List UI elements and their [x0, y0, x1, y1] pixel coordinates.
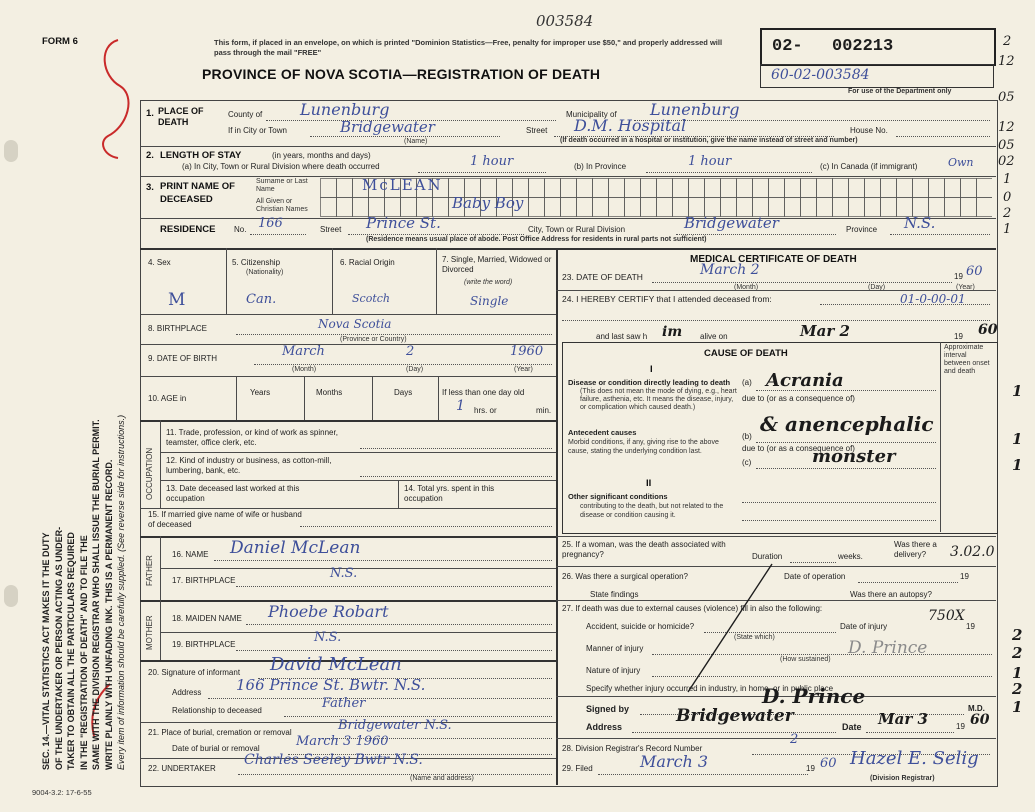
q27-label: 27. If death was due to external causes (violence) fill in also the following:	[562, 604, 823, 613]
name-letter-box	[545, 198, 561, 217]
name-letter-box	[657, 179, 673, 198]
name-letter-box	[977, 198, 993, 217]
name-letter-box	[881, 198, 897, 217]
cause-b-marker: (b)	[742, 432, 752, 441]
residence-city-label: City, Town or Rural Division	[528, 225, 626, 234]
delivery-label: Was there a delivery?	[894, 540, 937, 559]
name-letter-box	[785, 179, 801, 198]
place-num: 1.	[146, 108, 154, 119]
form-number: FORM 6	[42, 36, 78, 47]
age-min-label: min.	[536, 406, 552, 415]
injury-code: 750X	[928, 608, 965, 624]
mother-name-label: 18. MAIDEN NAME	[172, 614, 242, 623]
interval-code-2: 1	[1012, 430, 1023, 448]
municipality-label: Municipality of	[566, 110, 617, 119]
name-letter-box	[625, 179, 641, 198]
injury-year-prefix: 19	[966, 622, 975, 631]
registrar-sub: (Division Registrar)	[870, 775, 935, 782]
margin-code-1: 2	[1003, 34, 1012, 49]
citizenship-value: Can.	[246, 292, 277, 307]
name-letter-box	[721, 179, 737, 198]
undertaker-sub: (Name and address)	[410, 775, 474, 782]
age-hrs-label: hrs. or	[474, 406, 497, 415]
filed-value: March 3	[640, 752, 709, 771]
informant-addr-value: 166 Prince St. Bwtr. N.S.	[236, 676, 426, 694]
age-hours-value: 1	[456, 398, 465, 414]
q29-label: 29. Filed	[562, 764, 593, 773]
name-letter-box	[577, 179, 593, 198]
undertaker-label: 22. UNDERTAKER	[148, 764, 216, 773]
dod-month-sub: (Month)	[734, 284, 759, 291]
signed-label: Signed by	[586, 704, 630, 714]
stay-c-label: (c) In Canada (if immigrant)	[820, 162, 918, 171]
name-letter-box	[833, 198, 849, 217]
other-label: Other significant conditions	[568, 492, 668, 501]
antecedent-note: Morbid conditions, if any, giving rise to the above cause, stating the underlying condition last.	[568, 439, 719, 455]
cause-a-marker: (a)	[742, 378, 752, 387]
department-number-box	[760, 64, 994, 88]
cause-c-marker: (c)	[742, 458, 752, 467]
citizenship-label: 5. Citizenship	[232, 258, 281, 267]
city-value: Bridgewater	[340, 118, 435, 136]
dob-month-value: March	[282, 344, 325, 359]
surname-value: McLEAN	[362, 176, 443, 194]
informant-rel-value: Father	[322, 696, 366, 711]
margin-code-7: 1	[1003, 172, 1012, 187]
cause-b-due: due to (or as a consequence of)	[742, 444, 855, 453]
name-num: 3.	[146, 182, 154, 193]
findings-label: State findings	[590, 590, 639, 599]
racial-value: Scotch	[352, 292, 390, 305]
specify-label: Specify whether injury occurred in industry, in home, or in public place	[586, 684, 834, 693]
q26-label: 26. Was there a surgical operation?	[562, 572, 688, 581]
residence-province-label: Province	[846, 225, 878, 234]
doctor-year-prefix: 19	[956, 722, 965, 731]
dob-day-value: 2	[406, 344, 415, 359]
filed-year-value: 60	[820, 756, 837, 771]
name-letter-box	[865, 179, 881, 198]
stay-a-label: (a) In City, Town or Rural Division where death occurred	[182, 162, 380, 171]
stay-a-value: 1 hour	[470, 154, 514, 169]
side-line-3: TAKER TO OBTAIN ALL THE PARTICULARS REQUIRED	[66, 532, 76, 770]
name-letter-box	[561, 198, 577, 217]
name-letter-box	[609, 198, 625, 217]
q11-label: 11. Trade, profession, or kind of work as spinner, teamster, office clerk, etc.	[166, 428, 338, 447]
q23-label: 23. DATE OF DEATH	[562, 272, 643, 282]
punch-hole-top	[4, 140, 18, 162]
burial-date-label: Date of burial or removal	[172, 744, 260, 753]
dob-year-value: 1960	[510, 344, 544, 359]
place-label: PLACE OF DEATH	[158, 106, 204, 127]
name-letter-box	[945, 198, 961, 217]
county-value: Lunenburg	[300, 100, 390, 119]
interval-label: Approximate interval between onset and death	[944, 344, 990, 375]
side-line-5: SAME WITH THE DIVISION REGISTRAR WHO SHALL ISSUE THE BURIAL PERMIT.	[91, 419, 101, 770]
name-letter-box	[961, 179, 977, 198]
street-label: Street	[526, 126, 548, 135]
department-number: 60-02-003584	[771, 67, 870, 83]
q15-label: 15. If married give name of wife or husband of deceased	[148, 510, 302, 529]
name-letter-box	[801, 179, 817, 198]
name-letter-box	[833, 179, 849, 198]
name-letter-box	[753, 179, 769, 198]
registration-number: 002213	[832, 37, 894, 56]
sex-label: 4. Sex	[148, 258, 171, 267]
weeks-label: weeks.	[838, 552, 863, 561]
name-letter-box	[801, 198, 817, 217]
city-label: If in City or Town	[228, 126, 287, 135]
medical-title: MEDICAL CERTIFICATE OF DEATH	[690, 254, 857, 265]
name-letter-box	[641, 179, 657, 198]
informant-addr-label: Address	[172, 688, 202, 697]
name-label: PRINT NAME OF DECEASED	[160, 181, 235, 205]
right-code-5: 1	[1012, 698, 1023, 716]
name-letter-box	[561, 179, 577, 198]
name-letter-box	[785, 198, 801, 217]
informant-rel-label: Relationship to deceased	[172, 706, 262, 715]
marital-value: Single	[470, 294, 509, 308]
name-letter-box	[865, 198, 881, 217]
alive-value: Mar 2	[800, 322, 850, 340]
part-1: I	[650, 364, 653, 375]
father-name-value: Daniel McLean	[230, 538, 361, 558]
doctor-date-label: Date	[842, 722, 862, 732]
q25-label: 25. If a woman, was the death associated with pregnancy?	[562, 540, 726, 559]
name-letter-box	[609, 179, 625, 198]
dod-value: March 2	[700, 262, 760, 278]
name-letter-box	[945, 179, 961, 198]
burial-place-value: Bridgewater N.S.	[338, 718, 452, 733]
street-value: D.M. Hospital	[574, 116, 687, 135]
name-letter-box	[961, 198, 977, 217]
stay-b-label: (b) In Province	[574, 162, 627, 171]
op-date-label: Date of operation	[784, 572, 846, 581]
name-letter-box	[881, 179, 897, 198]
side-line-7: Every item of information should be carefully supplied. (See reverse side for instructions.)	[116, 414, 126, 770]
registrar-signature: Hazel E. Selig	[850, 748, 979, 769]
father-name-label: 16. NAME	[172, 550, 209, 559]
direct-note: (This does not mean the mode of dying, e.g., heart failure, asthenia, etc. It means the disease, injury, or complication which caused death.)	[580, 388, 737, 411]
marital-label: 7. Single, Married, Widowed or Divorced	[442, 255, 552, 274]
house-label: House No.	[850, 126, 888, 135]
nature-label: Nature of injury	[586, 666, 641, 675]
name-letter-box	[929, 179, 945, 198]
side-line-6: WRITE PLAINLY WITH UNFADING INK. THIS IS A PERMANENT RECORD.	[103, 459, 114, 770]
side-line-4: IN THE "REGISTRATION OF DEATH" AND TO FILE THE	[78, 535, 89, 770]
informant-sig-label: 20. Signature of informant	[148, 668, 241, 677]
name-letter-box	[337, 198, 353, 217]
citizenship-sub: (Nationality)	[246, 269, 284, 276]
state-which: (State which)	[734, 634, 775, 641]
dob-month-sub: (Month)	[292, 366, 317, 373]
op-year-prefix: 19	[960, 572, 969, 581]
name-letter-box	[529, 198, 545, 217]
duration-label: Duration	[752, 552, 783, 561]
margin-code-6: 02	[998, 154, 1015, 169]
residence-city-value: Bridgewater	[684, 214, 779, 232]
department-use-label: For use of the Department only	[848, 88, 952, 95]
accident-label: Accident, suicide or homicide?	[586, 622, 695, 631]
margin-code-2: 12	[998, 54, 1015, 69]
serial-number-top: 003584	[536, 12, 594, 30]
filed-year-prefix: 19	[806, 764, 815, 773]
q13-label: 13. Date deceased last worked at this occupation	[166, 484, 300, 503]
name-letter-box	[593, 198, 609, 217]
given-label: All Given or Christian Names	[256, 198, 308, 213]
father-side-label: FATHER	[145, 555, 154, 586]
name-letter-box	[625, 198, 641, 217]
red-pen-mark-top	[88, 36, 148, 166]
name-letter-box	[673, 179, 689, 198]
stay-c-value: Own	[948, 156, 974, 169]
strike-line	[680, 560, 780, 700]
dod-day-sub: (Day)	[868, 284, 886, 291]
stay-sub: (in years, months and days)	[272, 151, 371, 160]
name-letter-box	[321, 198, 337, 217]
cause-a-value: Acrania	[766, 370, 844, 391]
part-2: II	[646, 478, 652, 489]
name-letter-box	[593, 179, 609, 198]
residence-street-value: Prince St.	[366, 214, 441, 232]
mother-birthplace-value: N.S.	[314, 630, 342, 645]
county-label: County of	[228, 110, 263, 119]
print-code: 9004-3.2: 17-6-55	[32, 788, 92, 797]
interval-code-1: 1	[1012, 382, 1023, 400]
name-letter-box	[321, 179, 337, 198]
age-label: 10. AGE in	[148, 394, 187, 403]
manner-label: Manner of injury	[586, 644, 644, 653]
right-code-3: 1	[1012, 664, 1023, 682]
name-letter-box	[657, 198, 673, 217]
name-letter-box	[769, 179, 785, 198]
burial-place-label: 21. Place of burial, cremation or removal	[148, 728, 292, 737]
age-days-header: Days	[394, 388, 413, 397]
name-letter-box	[689, 179, 705, 198]
md-label: M.D.	[968, 704, 985, 713]
surname-label: Surname or Last Name	[256, 178, 308, 193]
mother-name-value: Phoebe Robart	[268, 602, 389, 621]
saw-label: and last saw h	[596, 332, 648, 341]
cause-a-due: due to (or as a consequence of)	[742, 394, 855, 403]
age-years-header: Years	[250, 388, 271, 397]
city-name-sub: (Name)	[404, 138, 428, 145]
informant-sig-value: David McLean	[270, 654, 402, 675]
q28-value: 2	[790, 732, 799, 747]
side-line-1: SEC. 14.—VITAL STATISTICS ACT MAKES IT THE DUTY	[41, 532, 51, 770]
doctor-addr-label: Address	[586, 722, 623, 732]
name-letter-box	[817, 198, 833, 217]
delivery-code: 3.02.0	[950, 544, 995, 560]
punch-hole-bottom	[4, 585, 18, 607]
alive-year-prefix: 19	[954, 332, 963, 341]
name-letter-box	[641, 198, 657, 217]
margin-code-4: 12	[998, 120, 1015, 135]
name-letter-box	[897, 179, 913, 198]
name-letter-box	[817, 179, 833, 198]
birthplace-label: 8. BIRTHPLACE	[148, 324, 207, 333]
margin-code-5: 05	[998, 138, 1015, 153]
alive-label: alive on	[700, 332, 728, 341]
name-letter-box	[577, 198, 593, 217]
dob-label: 9. DATE OF BIRTH	[148, 354, 218, 363]
other-note: contributing to the death, but not related to the disease or condition causing it.	[580, 503, 724, 519]
residence-note: (Residence means usual place of abode. Post Office Address for residents in rural parts not sufficient)	[366, 236, 707, 243]
dob-day-sub: (Day)	[406, 366, 424, 373]
stay-num: 2.	[146, 150, 154, 161]
dod-year-prefix: 19	[954, 272, 963, 281]
cause-b-value: & anencephalic	[760, 412, 934, 436]
form-title: PROVINCE OF NOVA SCOTIA—REGISTRATION OF DEATH	[202, 66, 601, 82]
margin-code-9: 2	[1003, 206, 1012, 221]
registration-number-box	[760, 28, 996, 66]
residence-no-label: No.	[234, 225, 247, 234]
father-birthplace-value: N.S.	[330, 566, 358, 581]
occupation-side-label: OCCUPATION	[145, 447, 154, 500]
name-letter-box	[529, 179, 545, 198]
marital-sub: (write the word)	[464, 279, 513, 286]
alive-year-value: 60	[978, 322, 998, 338]
name-letter-box	[977, 179, 993, 198]
name-letter-box	[849, 198, 865, 217]
racial-label: 6. Racial Origin	[340, 258, 395, 267]
mother-birthplace-label: 19. BIRTHPLACE	[172, 640, 236, 649]
name-letter-box	[705, 179, 721, 198]
birthplace-sub: (Province or Country)	[340, 336, 407, 343]
stay-label: LENGTH OF STAY	[160, 150, 242, 161]
name-letter-box	[337, 179, 353, 198]
age-months-header: Months	[316, 388, 343, 397]
residence-no-value: 166	[258, 216, 283, 231]
interval-code-3: 1	[1012, 456, 1023, 474]
name-letter-box	[737, 179, 753, 198]
q28-label: 28. Division Registrar's Record Number	[562, 744, 703, 753]
name-letter-box	[913, 179, 929, 198]
saw-value: im	[662, 324, 683, 340]
doctor-year-value: 60	[970, 712, 990, 728]
street-note: (If death occurred in a hospital or institution, give the name instead of street and number)	[560, 137, 858, 144]
residence-street-label: Street	[320, 225, 342, 234]
undertaker-value: Charles Seeley Bwtr N.S.	[244, 752, 423, 768]
q12-label: 12. Kind of industry or business, as cotton-mill, lumbering, bank, etc.	[166, 456, 332, 475]
q24-label: 24. I HEREBY CERTIFY that I attended deceased from:	[562, 294, 772, 304]
name-letter-box	[849, 179, 865, 198]
name-letter-box	[545, 179, 561, 198]
doctor-date-value: Mar 3	[878, 710, 928, 728]
birthplace-value: Nova Scotia	[318, 317, 392, 331]
age-less-day: If less than one day old	[442, 388, 525, 397]
dob-year-sub: (Year)	[514, 366, 533, 373]
autopsy-label: Was there an autopsy?	[850, 590, 932, 599]
side-instructions	[40, 415, 128, 770]
doctor-addr-value: Bridgewater	[676, 706, 794, 726]
municipality-value: Lunenburg	[650, 100, 740, 119]
right-code-4: 2	[1012, 680, 1023, 698]
right-code-1: 2	[1012, 626, 1023, 644]
antecedent-label: Antecedent causes	[568, 428, 637, 437]
margin-code-3: 05	[998, 90, 1015, 105]
stay-b-value: 1 hour	[688, 154, 732, 169]
injury-date-label: Date of injury	[840, 622, 888, 631]
stamp-faint: D. Prince	[848, 638, 928, 658]
sex-value: M	[168, 290, 186, 310]
side-line-2: OF THE UNDERTAKER OR PERSON ACTING AS UNDER-	[53, 526, 64, 770]
mother-side-label: MOTHER	[145, 615, 154, 650]
father-birthplace-label: 17. BIRTHPLACE	[172, 576, 236, 585]
q24-value: 01-0-00-01	[900, 292, 966, 306]
direct-label: Disease or condition directly leading to death	[568, 378, 731, 387]
mail-notice: This form, if placed in an envelope, on which is printed "Dominion Statistics—Free, penalty for improper use $50," and properly addressed will pass through the mail "FREE"	[214, 38, 723, 57]
margin-code-10: 1	[1003, 222, 1012, 237]
dod-year-sub: (Year)	[956, 284, 975, 291]
q14-label: 14. Total yrs. spent in this occupation	[404, 484, 495, 503]
dod-year-value: 60	[966, 264, 983, 279]
residence-province-value: N.S.	[904, 214, 936, 232]
registration-prefix: 02-	[772, 37, 803, 56]
right-code-2: 2	[1012, 644, 1023, 662]
signed-value: D. Prince	[762, 684, 866, 708]
given-value: Baby Boy	[452, 194, 524, 212]
how-sustained: (How sustained)	[780, 656, 831, 663]
cause-c-value: monster	[812, 446, 896, 467]
residence-label: RESIDENCE	[160, 224, 216, 235]
margin-code-8: 0	[1003, 190, 1012, 205]
burial-date-value: March 3 1960	[296, 734, 389, 749]
cause-title: CAUSE OF DEATH	[704, 348, 788, 359]
